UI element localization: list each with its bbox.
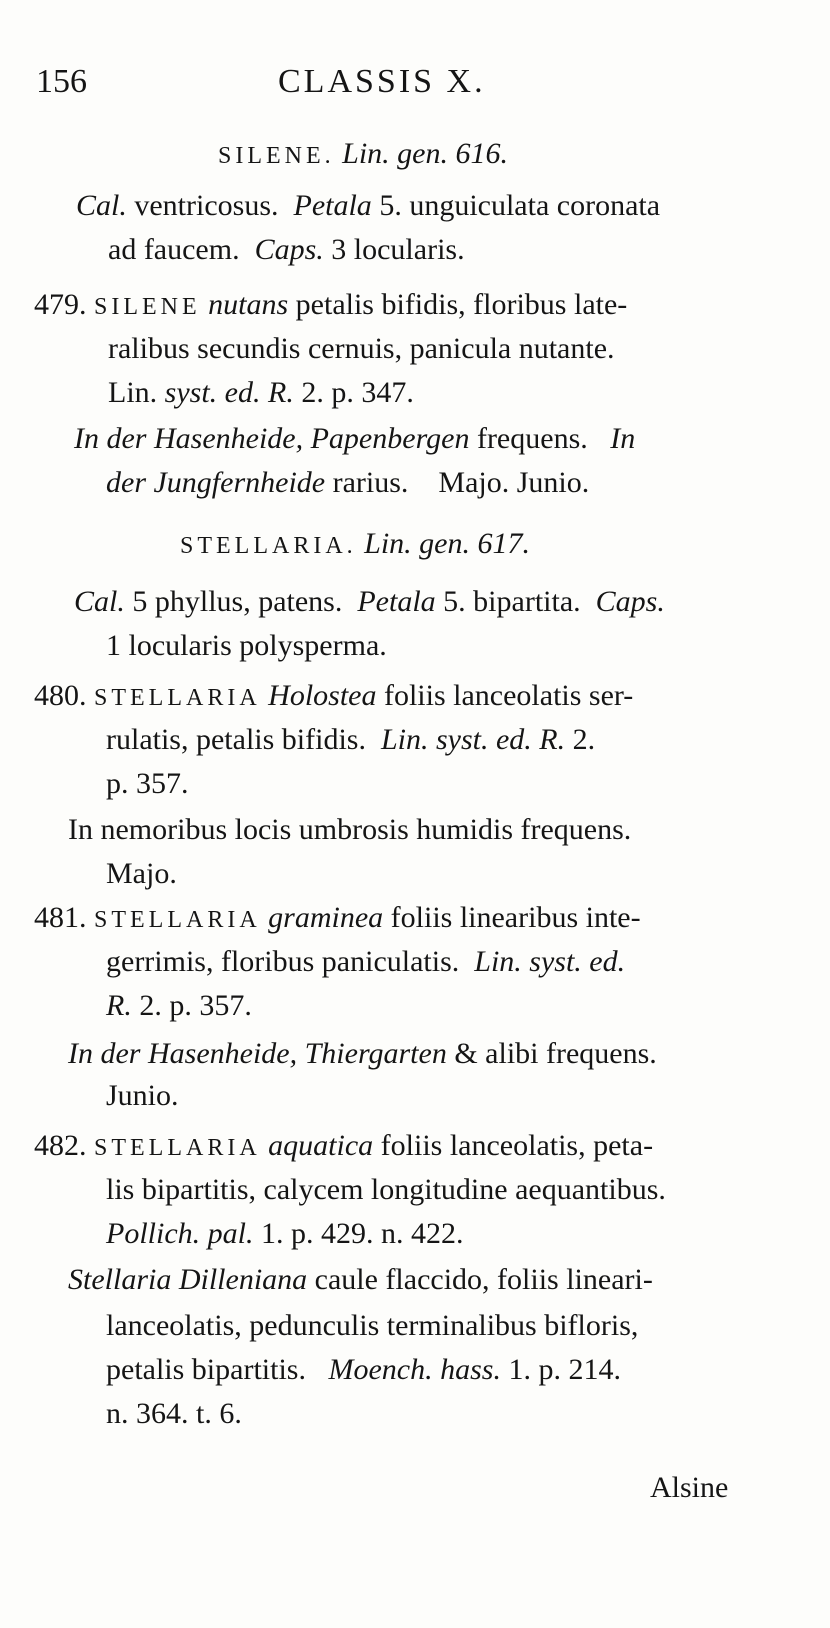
habitat-month: Junio. [509,466,590,499]
page-number: 156 [36,63,87,100]
habitat-text: In der [74,422,147,455]
habitat-month: Majo. [430,466,510,499]
entry-species: Holostea [268,679,377,712]
calyx-text: 5 phyllus, patens. [124,585,343,618]
entry-text: foliis linearibus inte- [383,901,641,934]
genus-heading-stellaria [180,524,530,566]
habitat-place: Hasenheide, [146,422,304,455]
genus-name: SILENE. [218,143,335,169]
species-entry-481 [34,898,641,940]
entry-species: graminea [268,901,384,934]
habitat-place: der Jungfernheide [106,466,326,499]
habitat-line [68,1034,657,1074]
entry-text: gerrimis, floribus paniculatis. [106,945,460,978]
entry-ref: 2. [565,723,596,756]
entry-text: rulatis, petalis bifidis. [106,723,366,756]
genus-description-line [108,230,465,270]
habitat-line [106,463,589,503]
page-title: CLASSIS X. [278,63,486,100]
entry-line: lis bipartitis, calycem longitudine aequantibus. [106,1173,666,1206]
entry-line [108,373,414,413]
entry-number: 480. [34,679,87,712]
habitat-line [74,419,635,459]
petala-text: 5. unguiculata coronata [371,189,661,222]
entry-text: petalis bifidis, floribus late- [288,288,628,321]
genus-name: STELLARIA. [180,533,357,559]
entry-genus: STELLARIA [94,907,261,933]
entry-ref: Pollich. pal. [106,1217,254,1250]
calyx-label: Cal. [74,585,125,618]
capsule-text: 3 locularis. [323,233,465,266]
synonym-ref: Moench. hass. [320,1353,501,1386]
habitat-text: & alibi frequens. [446,1037,657,1070]
entry-line: ralibus secundis cernuis, panicula nutante. [108,332,615,365]
description-text: ad faucem. [108,233,240,266]
synonym-line: lanceolatis, pedunculis terminalibus bifloris, [106,1309,639,1342]
genus-heading-silene [218,134,508,176]
habitat-text: In [602,422,636,455]
synonym-name: Stellaria Dilleniana [68,1263,308,1296]
entry-ref: 1. p. 429. n. 422. [253,1217,464,1250]
entry-species: aquatica [268,1129,374,1162]
entry-species: nutans [208,288,289,321]
entry-text: foliis lanceolatis ser- [376,679,634,712]
entry-line [106,986,252,1026]
habitat-line: Junio. [106,1079,179,1112]
entry-ref: 2. p. 357. [131,989,252,1022]
genus-description-line [74,582,665,622]
synonym-text: petalis bipartitis. [106,1353,306,1386]
entry-text: foliis lanceolatis, peta- [373,1129,654,1162]
petala-text: 5. bipartita. [435,585,581,618]
synonym-text: caule flaccido, foliis lineari- [307,1263,653,1296]
entry-line [106,1214,463,1254]
calyx-label: Cal. [76,189,127,222]
synonym-line [68,1260,653,1300]
entry-ref: Lin. syst. ed. [474,945,626,978]
genus-description-line: 1 locularis polysperma. [106,629,387,662]
capsule-label: Caps. [254,233,324,266]
habitat-place: Papenbergen [303,422,470,455]
species-entry-482 [34,1126,653,1168]
entry-genus: STELLARIA [94,1135,261,1161]
entry-ref: syst. ed. R. [157,376,294,409]
genus-reference: Lin. gen. 617. [364,527,530,560]
habitat-line: In nemoribus locis umbrosis humidis frequens. [68,813,632,846]
capsule-label: Caps. [595,585,665,618]
entry-ref: R. [106,989,132,1022]
entry-genus: SILENE [94,294,201,320]
petala-label: Petala [293,189,372,222]
habitat-place: In der Hasenheide, [68,1037,298,1070]
entry-line: p. 357. [106,767,189,800]
habitat-line: Majo. [106,857,177,890]
habitat-place: Thiergarten [297,1037,447,1070]
calyx-text: ventricosus. [126,189,279,222]
synonym-line: n. 364. t. 6. [106,1397,242,1430]
genus-description-line [76,186,660,226]
petala-label: Petala [357,585,436,618]
genus-reference: Lin. gen. 616. [342,137,508,170]
entry-number: 481. [34,901,87,934]
entry-line [106,720,595,760]
entry-number: 482. [34,1129,87,1162]
species-entry-480 [34,676,633,718]
entry-ref: Lin. [108,376,158,409]
synonym-ref: 1. p. 214. [500,1353,621,1386]
species-entry-479 [34,285,627,327]
habitat-text: frequens. [469,422,588,455]
entry-number: 479. [34,288,87,321]
entry-ref: 2. p. 347. [293,376,414,409]
habitat-text: rarius. [325,466,409,499]
entry-line [106,942,625,982]
synonym-line [106,1350,621,1390]
entry-genus: STELLARIA [94,685,261,711]
entry-ref: Lin. syst. ed. R. [380,723,566,756]
catchword: Alsine [650,1471,729,1504]
